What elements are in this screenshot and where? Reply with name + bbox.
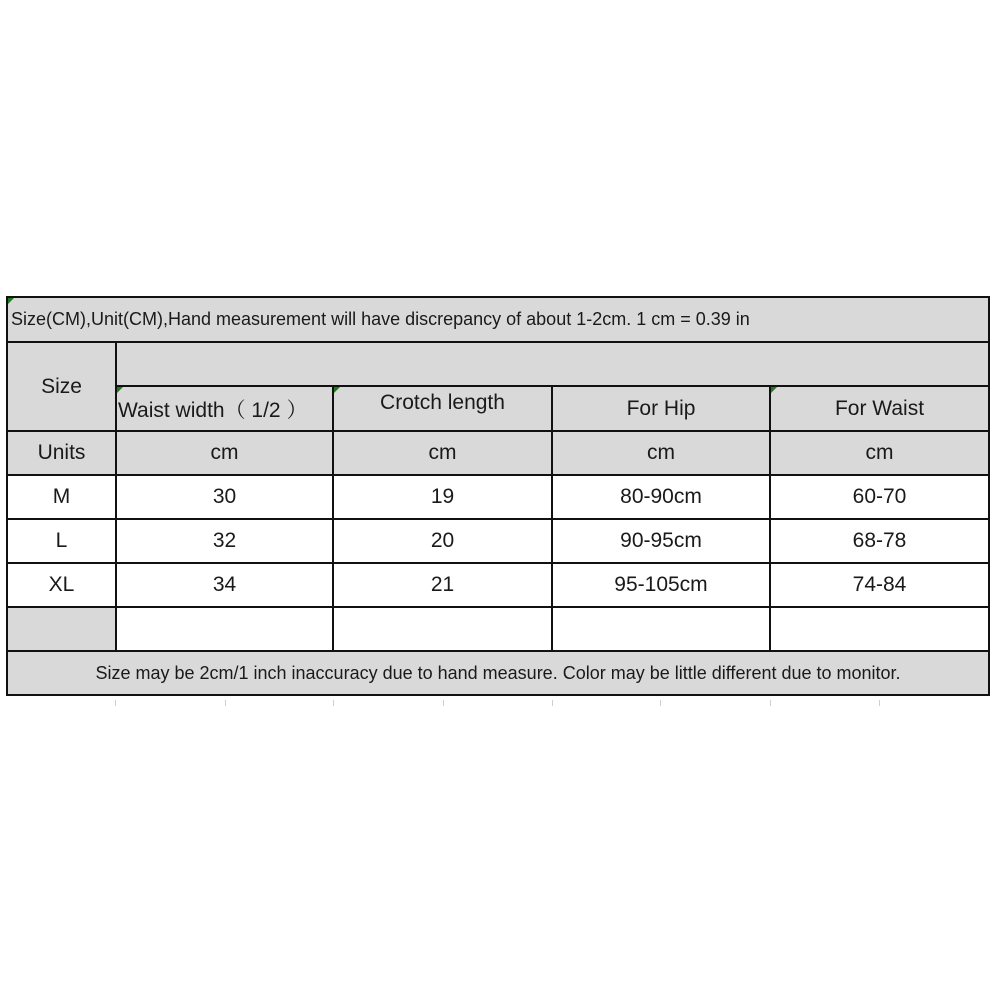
- empty-row-size-bg: [7, 607, 116, 651]
- value-cell: 20: [430, 529, 455, 552]
- gridline-stub: [879, 700, 880, 706]
- value-cell: 21: [430, 573, 455, 596]
- value-cell: 90-95cm: [620, 529, 702, 552]
- size-cell: L: [55, 529, 68, 552]
- column-header: For Waist: [834, 396, 925, 420]
- value-cell: 68-78: [852, 529, 907, 552]
- grid-line: [988, 296, 990, 696]
- top-note: Size(CM),Unit(CM),Hand measurement will have discrepancy of about 1-2cm. 1 cm = 0.39 in: [11, 309, 750, 329]
- units-label: Units: [37, 441, 86, 464]
- unit-cell: cm: [865, 441, 894, 464]
- grid-line: [7, 341, 990, 343]
- column-header: Waist width（ 1/2 ）: [118, 398, 308, 422]
- value-cell: 60-70: [852, 485, 907, 508]
- gridline-stub: [225, 700, 226, 706]
- size-cell: XL: [48, 573, 75, 596]
- unit-cell: cm: [210, 441, 239, 464]
- column-header: For Hip: [626, 396, 696, 420]
- size-cell: M: [52, 485, 71, 508]
- value-cell: 30: [212, 485, 237, 508]
- bottom-note: Size may be 2cm/1 inch inaccuracy due to hand measure. Color may be little different due to monitor.: [95, 662, 901, 683]
- value-cell: 74-84: [852, 573, 907, 596]
- gridline-stub: [115, 700, 116, 706]
- unit-cell: cm: [428, 441, 457, 464]
- gridline-stub: [770, 700, 771, 706]
- gridline-stub: [333, 700, 334, 706]
- gridline-stub: [552, 700, 553, 706]
- size-header: Size: [41, 374, 82, 398]
- gridline-stub: [660, 700, 661, 706]
- gridline-stub: [443, 700, 444, 706]
- unit-cell: cm: [647, 441, 675, 464]
- value-cell: 19: [430, 485, 455, 508]
- value-cell: 34: [212, 573, 237, 596]
- value-cell: 32: [212, 529, 237, 552]
- grid-line: [7, 694, 990, 696]
- value-cell: 95-105cm: [614, 573, 708, 596]
- column-header: Crotch length: [380, 390, 505, 414]
- grid-line: [7, 606, 990, 608]
- value-cell: 80-90cm: [620, 485, 702, 508]
